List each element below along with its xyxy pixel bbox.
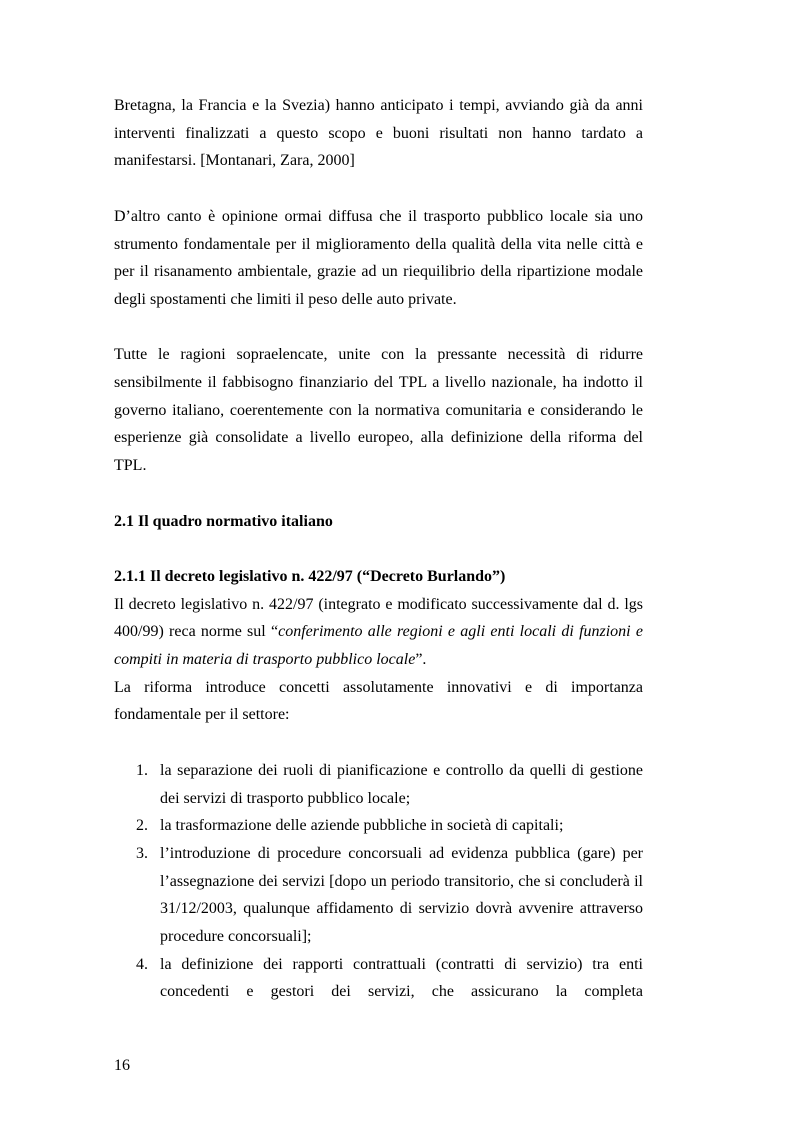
list-item <box>114 840 643 951</box>
paragraph-intro: Bretagna, la Francia e la Svezia) hanno anticipato i tempi, avviando già da anni interventi finalizzati a questo scopo e buoni risultati non hanno tardato a manifestarsi. [Montanari, Zara, 2000] <box>114 97 643 170</box>
subsection-heading: 2.1.1 Il decreto legislativo n. 422/97 (“Decreto Burlando”) <box>114 567 506 585</box>
paragraph-decree <box>114 591 643 674</box>
list-item-number: 4. <box>136 955 148 973</box>
list-item-number: 3. <box>136 844 148 862</box>
list-item-number: 1. <box>136 761 148 779</box>
decree-text-italic: conferimento alle regioni e agli enti locali di funzioni e compiti in materia di trasporto pubblico locale <box>114 623 643 668</box>
list-item-text: l’introduzione di procedure concorsuali ad evidenza pubblica (gare) per l’assegnazione dei servizi [dopo un periodo transitorio, che si concluderà il 31/12/2003, qualunque affidamento di servizio dovrà avvenire attraverso procedure concorsuali]; <box>160 844 643 946</box>
list-item-text: la separazione dei ruoli di pianificazione e controllo da quelli di gestione dei servizi di trasporto pubblico locale; <box>160 761 643 807</box>
paragraph-tpl-importance: D’altro canto è opinione ormai diffusa che il trasporto pubblico locale sia uno strumento fondamentale per il miglioramento della qualità della vita nelle città e per il risanamento ambientale, grazie ad un riequilibrio della ripartizione modale degli spostamenti che limiti il peso delle auto private. <box>114 207 643 308</box>
decree-text-before: Il decreto legislativo n. 422/97 (integrato e modificato successivamente dal d. lgs 400/99) reca norme sul “ <box>114 595 643 641</box>
list-item <box>114 812 643 840</box>
list-item-text: la definizione dei rapporti contrattuali (contratti di servizio) tra enti concedenti e gestori dei servizi, che assicurano la completa <box>160 955 643 1001</box>
paragraph-reform-reasons: Tutte le ragioni sopraelencate, unite con la pressante necessità di ridurre sensibilmente il fabbisogno finanziario del TPL a livello nazionale, ha indotto il governo italiano, coerentemente con la normativa comunitaria e considerando le esperienze già consolidate a livello europeo, alla definizione della riforma del TPL. <box>114 346 643 475</box>
list-item <box>114 757 643 812</box>
paragraph-reform-intro: La riforma introduce concetti assolutamente innovativi e di importanza fondamentale per il settore: <box>114 678 643 724</box>
list-item-number: 2. <box>136 817 148 835</box>
list-item-text: la trasformazione delle aziende pubbliche in società di capitali; <box>160 817 564 835</box>
decree-text-after: ”. <box>415 651 427 668</box>
section-heading: 2.1 Il quadro normativo italiano <box>114 512 333 530</box>
list-item <box>114 951 643 1006</box>
document-page <box>114 92 643 1006</box>
reform-list <box>114 757 643 1006</box>
page-number: 16 <box>114 1057 130 1074</box>
